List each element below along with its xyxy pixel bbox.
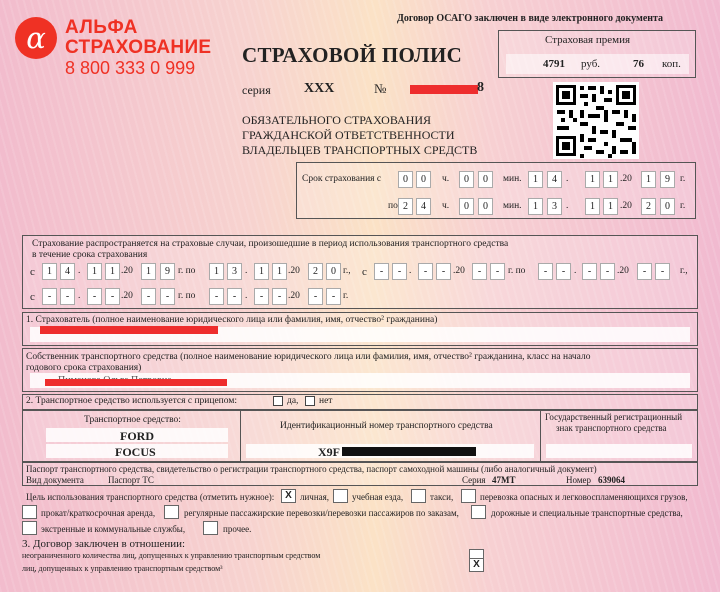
purpose-taxi-label: такси, [430,492,454,502]
brand-phone: 8 800 333 0 999 [65,58,196,78]
term-from-dot-1: . [566,174,569,184]
term-to-month-1: 1 [585,198,600,215]
contract-unlimited-label: неограниченного количества лиц, допущенных к управлению транспортным средством [22,551,321,560]
period2-from-label: с [362,266,367,278]
period1-to-dot: . [245,266,248,276]
period3-from-day-1: - [42,288,57,305]
trailer-no-label: нет [319,396,333,406]
owner-name-redaction [45,379,227,386]
period3-to-month-2: - [272,288,287,305]
period1-from-month-1: 1 [87,263,102,280]
term-to-dot-1: . [566,201,569,211]
vehicle-divider-2 [540,410,541,462]
period3-to-year-2: - [326,288,341,305]
term-from-label: Срок страхования с [302,174,382,184]
trailer-yes-label: да, [287,396,299,406]
period1-to-year-prefix: .20 [288,266,300,276]
period3-to-year-prefix: .20 [288,291,300,301]
term-from-min-2: 0 [478,171,493,188]
series-label: серия [242,83,271,97]
period1-from-day-2: 4 [60,263,75,280]
period3-from-label: с [30,291,35,303]
term-to-year-2: 0 [660,198,675,215]
period1-from-dot: . [78,266,81,276]
contract-limited-checkbox[interactable]: X [469,558,484,572]
insurer-name-redaction [40,326,218,334]
purpose-taxi-checkbox[interactable] [411,489,426,503]
period3-to-dot: . [245,291,248,301]
period1-from-year-1: 1 [141,263,156,280]
document-number: 639064 [598,475,625,485]
period1-to-day-2: 3 [227,263,242,280]
period3-to-year-1: - [308,288,323,305]
purpose-emergency-checkbox[interactable] [22,521,37,535]
period1-from-day-1: 1 [42,263,57,280]
period2-from-day-2: - [392,263,407,280]
term-from-hour-1: 0 [398,171,413,188]
period1-to-year-1: 2 [308,263,323,280]
term-from-min-label: мин. [503,174,522,184]
purpose-training-checkbox[interactable] [333,489,348,503]
period2-to-year-1: - [637,263,652,280]
period2-to-month-2: - [600,263,615,280]
purpose-other-label: прочее. [223,524,252,534]
period1-from-month-2: 1 [105,263,120,280]
series-value: ХХХ [304,81,335,96]
period1-to-month-2: 1 [272,263,287,280]
term-to-min-1: 0 [459,198,474,215]
period1-to-month-1: 1 [254,263,269,280]
vin-prefix: X9F [318,445,340,459]
term-from-day-1: 1 [528,171,543,188]
premium-label: Страховая премия [545,34,631,46]
document-label: Паспорт транспортного средства, свидетельство о регистрации транспортного средства, паспорт самоходной машины (либо аналогичный документ) [26,464,597,474]
trailer-yes-checkbox[interactable] [273,396,283,406]
subtitle-line3: ВЛАДЕЛЬЦЕВ ТРАНСПОРТНЫХ СРЕДСТВ [242,143,478,157]
period2-from-year-prefix: .20 [453,266,465,276]
term-to-year-label: г. [680,201,686,211]
term-to-day-1: 1 [528,198,543,215]
period-intro-line1: Страхование распространяется на страховые случаи, произошедшие в период использования транспортного средства [32,239,509,249]
insurance-term-box [296,162,696,219]
brand-name-line1: АЛЬФА [65,17,138,38]
purpose-emergency-label: экстренные и коммунальные службы, [41,524,186,534]
period3-from-day-2: - [60,288,75,305]
period3-to-month-1: - [254,288,269,305]
term-from-year-label: г. [680,174,686,184]
term-from-hour-2: 0 [416,171,431,188]
term-to-year-prefix: .20 [620,201,632,211]
purpose-other-checkbox[interactable] [203,521,218,535]
subtitle-line1: ОБЯЗАТЕЛЬНОГО СТРАХОВАНИЯ [242,113,432,127]
period2-to-day-1: - [538,263,553,280]
term-from-hour-label: ч. [442,174,450,184]
period3-to-year-label: г. [343,291,349,301]
period1-from-year-2: 9 [160,263,175,280]
term-to-label: по [388,201,398,211]
document-type-label: Вид документа [26,475,84,485]
period2-to-year-2: - [655,263,670,280]
period2-from-day-1: - [374,263,389,280]
period2-to-month-1: - [582,263,597,280]
premium-rub-value: 4791 [543,58,565,70]
vehicle-divider-1 [240,410,241,462]
owner-label-line2: годового срока страхования) [26,363,142,373]
purpose-regular-checkbox[interactable] [164,505,179,519]
term-to-month-2: 1 [603,198,618,215]
period1-to-year-2: 0 [326,263,341,280]
purpose-dangerous-label: перевозка опасных и легковоспламеняющихся грузов, [480,492,688,502]
purpose-training-label: учебная езда, [352,492,404,502]
trailer-label: 2. Транспортное средство используется с прицепом: [26,396,237,406]
purpose-regular-label: регулярные пассажирские перевозки/перевозки пассажиров по заказам, [184,508,459,518]
period3-from-month-1: - [87,288,102,305]
period3-to-day-2: - [227,288,242,305]
term-from-year-2: 9 [660,171,675,188]
purpose-road-checkbox[interactable] [471,505,486,519]
document-series: 47МТ [492,475,516,485]
premium-kop-value: 76 [633,58,644,70]
period3-to-day-1: - [209,288,224,305]
term-to-hour-label: ч. [442,201,450,211]
purpose-label: Цель использования транспортного средства (отметить нужное): [26,492,275,502]
subtitle-line2: ГРАЖДАНСКОЙ ОТВЕТСТВЕННОСТИ [242,128,455,142]
contract-limited-label: лиц, допущенных к управлению транспортным средством³ [22,564,223,573]
premium-kop-label: коп. [662,58,681,70]
vehicle-make: FORD [120,429,154,443]
term-from-day-2: 4 [547,171,562,188]
period1-to-year-label: г., [343,266,351,276]
qr-code [553,82,639,159]
document-number-label: Номер [566,475,592,485]
purpose-dangerous-checkbox[interactable] [461,489,476,503]
period2-po-label: г. по [508,266,526,276]
term-to-hour-1: 2 [398,198,413,215]
period2-from-year-1: - [472,263,487,280]
number-label: № [374,81,387,96]
vehicle-model: FOCUS [115,445,156,459]
period-intro-line2: в течение срока страхования [32,250,148,260]
owner-label-line1: Собственник транспортного средства (полное наименование юридического лица или фамилия, имя, отчество² гражданина, класс на начало [26,352,591,362]
trailer-no-checkbox[interactable] [305,396,315,406]
period3-po-label: г. по [178,291,196,301]
term-to-day-2: 3 [547,198,562,215]
period3-from-year-2: - [160,288,175,305]
period1-from-year-prefix: .20 [121,266,133,276]
alfa-logo [15,17,57,59]
period2-from-month-2: - [436,263,451,280]
period3-from-dot: . [78,291,81,301]
purpose-personal-checkbox[interactable]: X [281,489,296,503]
period2-to-dot: . [574,266,577,276]
term-from-year-prefix: .20 [620,174,632,184]
period2-to-year-label: г., [680,266,688,276]
premium-rub-label: руб. [581,58,601,70]
period2-from-year-2: - [490,263,505,280]
period2-to-day-2: - [556,263,571,280]
period1-from-label: с [30,266,35,278]
term-to-year-1: 2 [641,198,656,215]
policy-number-redaction [410,85,478,94]
period1-po-label: г. по [178,266,196,276]
svg-text:α: α [26,21,46,55]
term-to-hour-2: 4 [416,198,431,215]
document-type: Паспорт ТС [108,475,154,485]
insurer-label: 1. Страхователь (полное наименование юридического лица или фамилия, имя, отчество² гражданина) [26,315,438,325]
term-from-month-1: 1 [585,171,600,188]
plate-field [546,444,692,458]
brand-name-line2: СТРАХОВАНИЕ [65,37,212,58]
document-series-label: Серия [462,475,486,485]
period2-from-month-1: - [418,263,433,280]
term-from-year-1: 1 [641,171,656,188]
term-to-min-label: мин. [503,201,522,211]
page-title: СТРАХОВОЙ ПОЛИС [242,43,463,67]
period3-from-month-2: - [105,288,120,305]
electronic-note: Договор ОСАГО заключен в виде электронного документа [397,13,664,24]
period2-from-dot: . [409,266,412,276]
term-from-min-1: 0 [459,171,474,188]
plate-label-line2: знак транспортного средства [556,423,667,433]
contract-title: 3. Договор заключен в отношении: [22,538,186,550]
plate-label-line1: Государственный регистрационный [545,412,683,422]
purpose-road-label: дорожные и специальные транспортные средства, [491,508,683,518]
vin-redaction [342,447,476,456]
purpose-rental-checkbox[interactable] [22,505,37,519]
period3-from-year-1: - [141,288,156,305]
vin-label: Идентификационный номер транспортного средства [280,421,493,431]
period3-from-year-prefix: .20 [121,291,133,301]
term-to-min-2: 0 [478,198,493,215]
vehicle-label: Транспортное средство: [84,415,181,425]
purpose-rental-label: прокат/краткосрочная аренда, [41,508,156,518]
period2-to-year-prefix: .20 [617,266,629,276]
policy-number-tail: 8 [477,80,484,95]
term-from-month-2: 1 [603,171,618,188]
purpose-personal-label: личная, [300,492,330,502]
period1-to-day-1: 1 [209,263,224,280]
